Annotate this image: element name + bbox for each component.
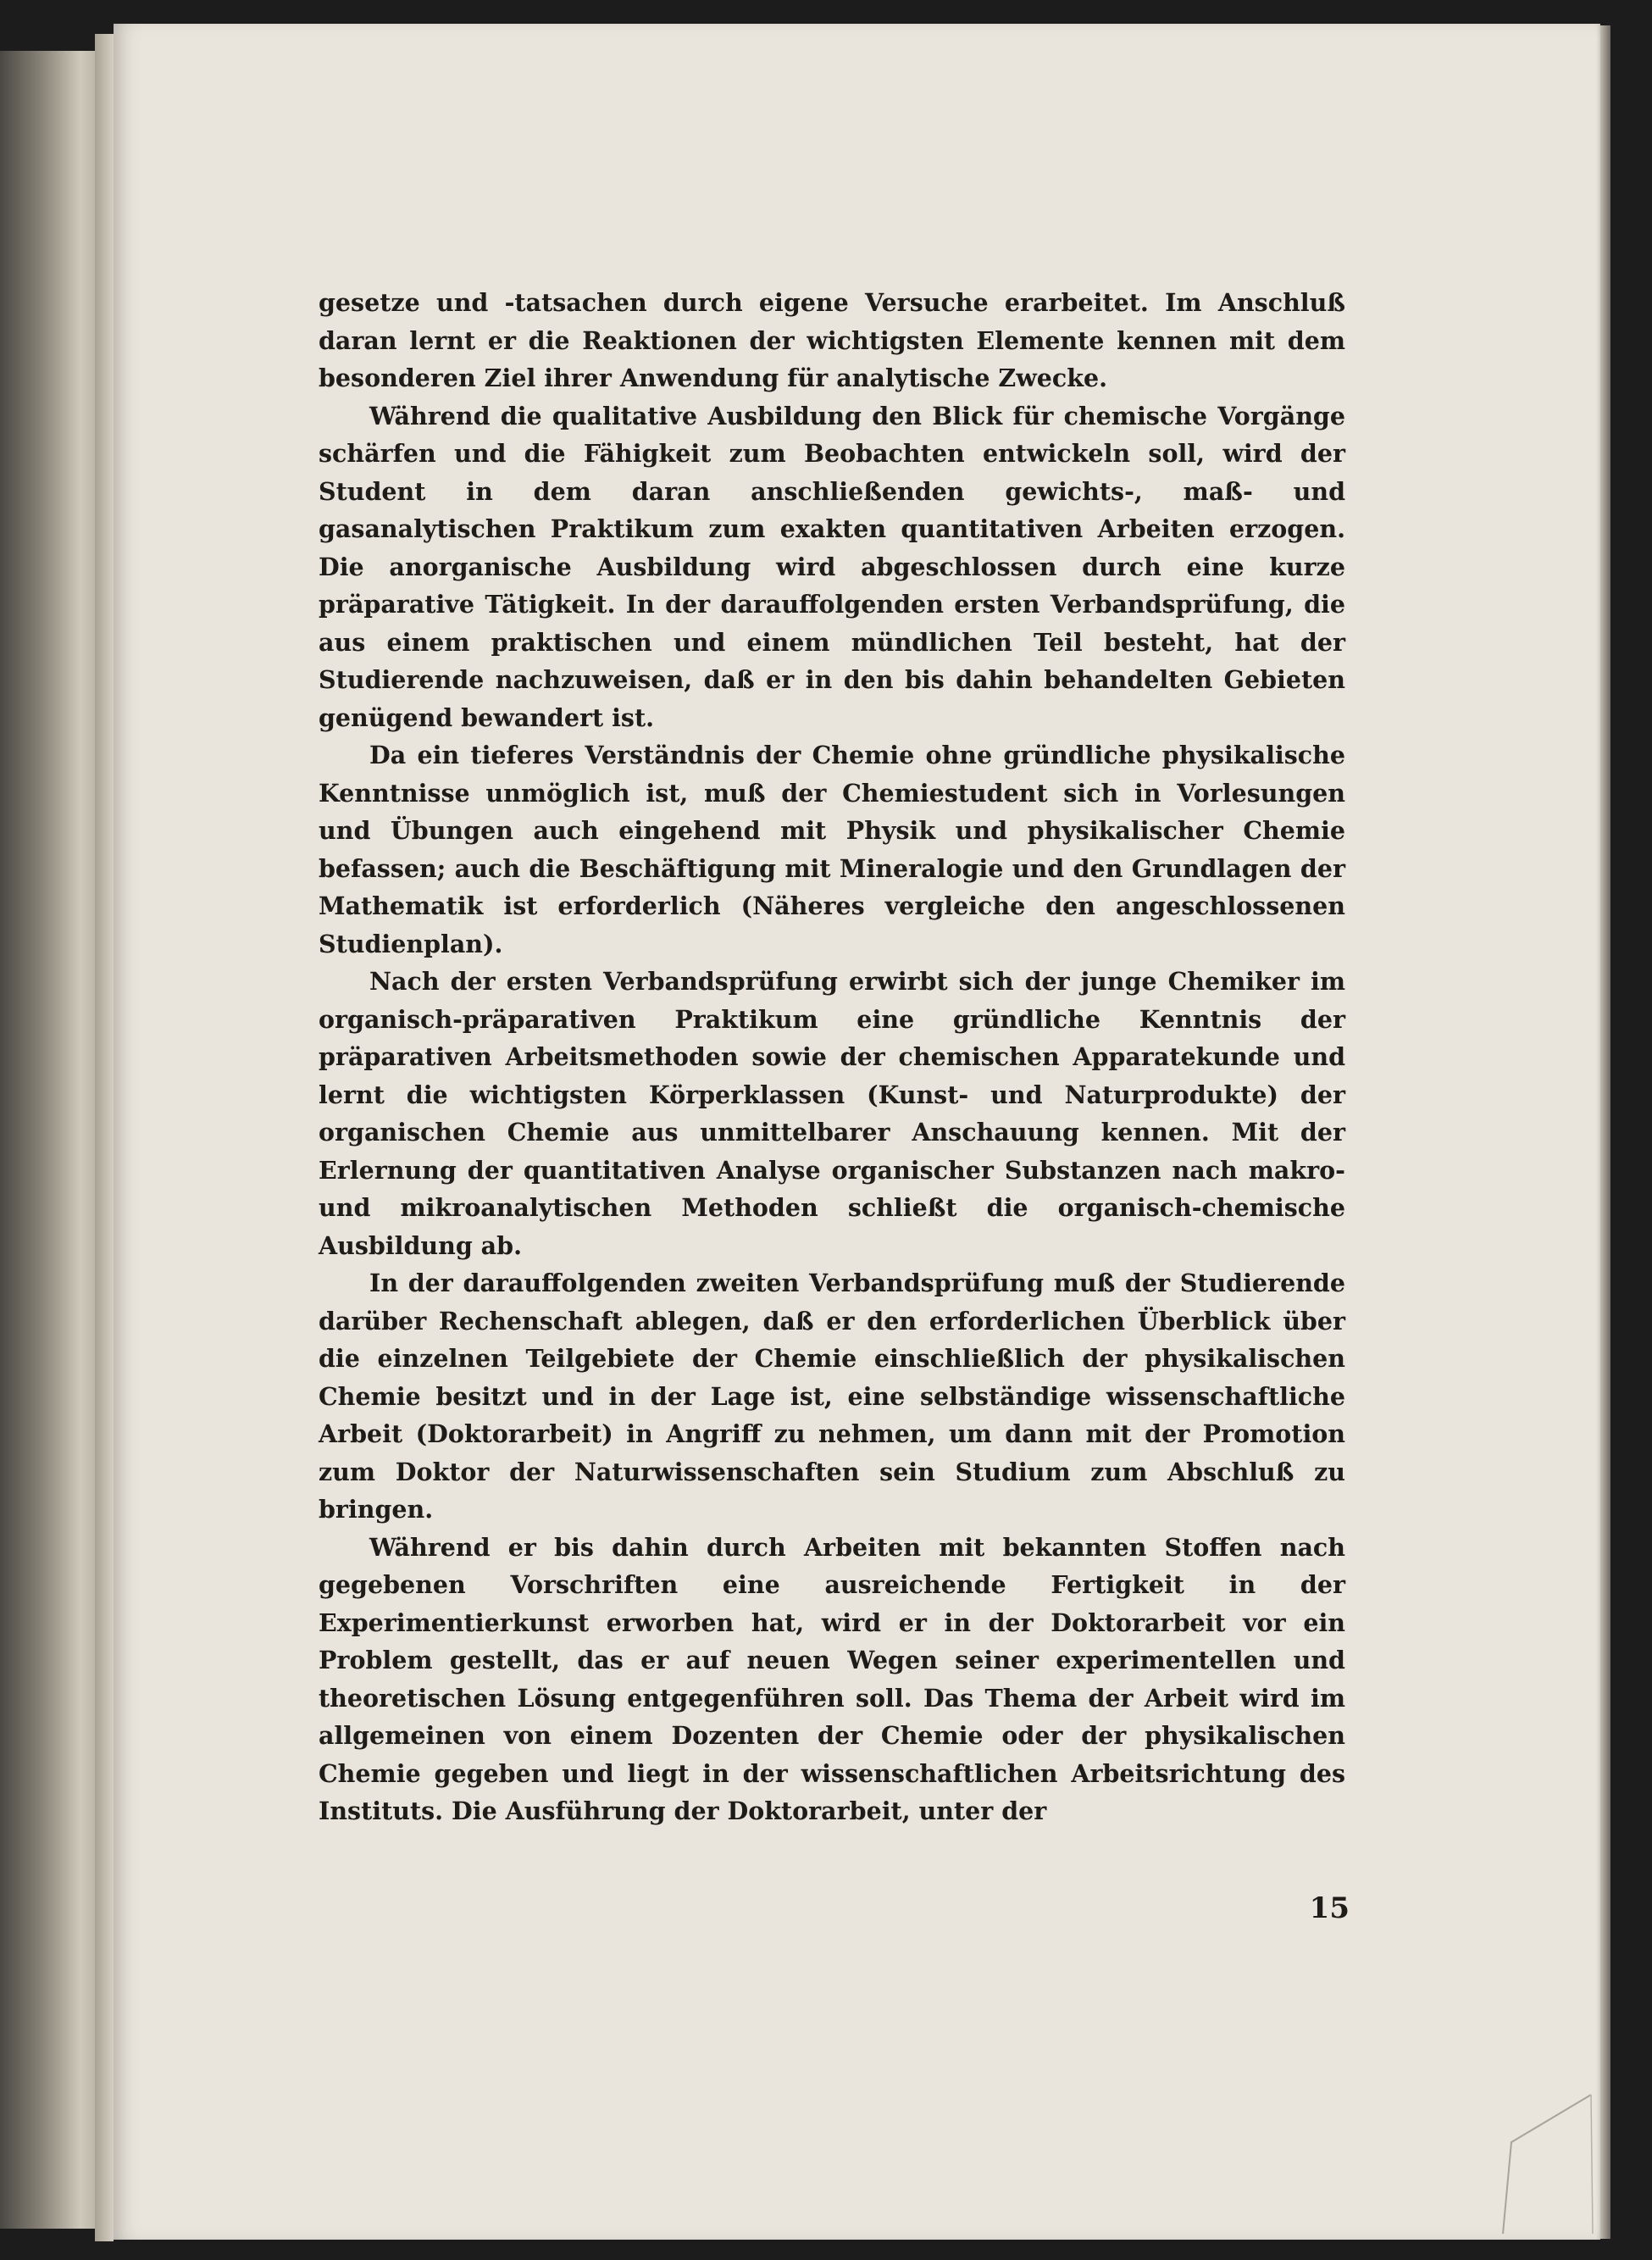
paragraph: In der darauffolgenden zweiten Verbandsprüfung muß der Studierende darüber Rechenschaft ablegen, daß er den erforderlichen Überblick über die einzelnen Teilgebiete der Chemie einschließlich der physikalischen Chemie besitzt und in der Lage ist, eine selbständige wissenschaftliche Arbeit (Doktorarbeit) in Angriff zu nehmen, um dann mit der Promotion zum Doktor der Naturwissenschaften sein Studium zum Abschluß zu bringen. xyxy=(319,1269,1345,1524)
paragraph: Während die qualitative Ausbildung den Blick für chemische Vorgänge schärfen und die Fähigkeit zum Beobachten entwickeln soll, wird der Student in dem daran anschließenden gewichts-, maß- und gasanalytischen Praktikum zum exakten quantitativen Arbeiten erzogen. Die anorganische Ausbildung wird abgeschlossen durch eine kurze präparative Tätigkeit. In der darauffolgenden ersten Verbandsprüfung, die aus einem praktischen und einem mündlichen Teil besteht, hat der Studierende nachzuweisen, daß er in den bis dahin behandelten Gebieten genügend bewandert ist. xyxy=(319,401,1345,732)
book-gutter xyxy=(95,34,114,2241)
body-text xyxy=(319,284,1345,1830)
previous-page-edge xyxy=(0,51,95,2229)
paragraph: gesetze und -tatsachen durch eigene Versuche erarbeitet. Im Anschluß daran lernt er die Reaktionen der wichtigsten Elemente kennen mit dem besonderen Ziel ihrer Anwendung für analytische Zwecke. xyxy=(319,288,1345,392)
folded-corner-icon xyxy=(1498,2093,1598,2235)
page-right-edge xyxy=(1600,25,1610,2239)
paragraph: Nach der ersten Verbandsprüfung erwirbt sich der junge Chemiker im organisch-präparativen Praktikum eine gründliche Kenntnis der präparativen Arbeitsmethoden sowie der chemischen Apparatekunde und lernt die wichtigsten Körperklassen (Kunst- und Naturprodukte) der organischen Chemie aus unmittelbarer Anschauung kennen. Mit der Erlernung der quantitativen Analyse organischer Substanzen nach makro- und mikroanalytischen Methoden schließt die organisch-chemische Ausbildung ab. xyxy=(319,967,1345,1260)
paragraph: Da ein tieferes Verständnis der Chemie ohne gründliche physikalische Kenntnisse unmöglich ist, muß der Chemiestudent sich in Vorlesungen und Übungen auch eingehend mit Physik und physikalischer Chemie befassen; auch die Beschäftigung mit Mineralogie und den Grundlagen der Mathematik ist erforderlich (Näheres vergleiche den angeschlossenen Studienplan). xyxy=(319,741,1345,958)
paragraph: Während er bis dahin durch Arbeiten mit bekannten Stoffen nach gegebenen Vorschriften eine ausreichende Fertigkeit in der Experimentierkunst erworben hat, wird er in der Doktorarbeit vor ein Problem gestellt, das er auf neuen Wegen seiner experimentellen und theoretischen Lösung entgegenführen soll. Das Thema der Arbeit wird im allgemeinen von einem Dozenten der Chemie oder der physikalischen Chemie gegeben und liegt in der wissenschaftlichen Arbeitsrichtung des Instituts. Die Ausführung der Doktorarbeit, unter der xyxy=(319,1532,1345,1825)
page-number: 15 xyxy=(1309,1891,1350,1925)
